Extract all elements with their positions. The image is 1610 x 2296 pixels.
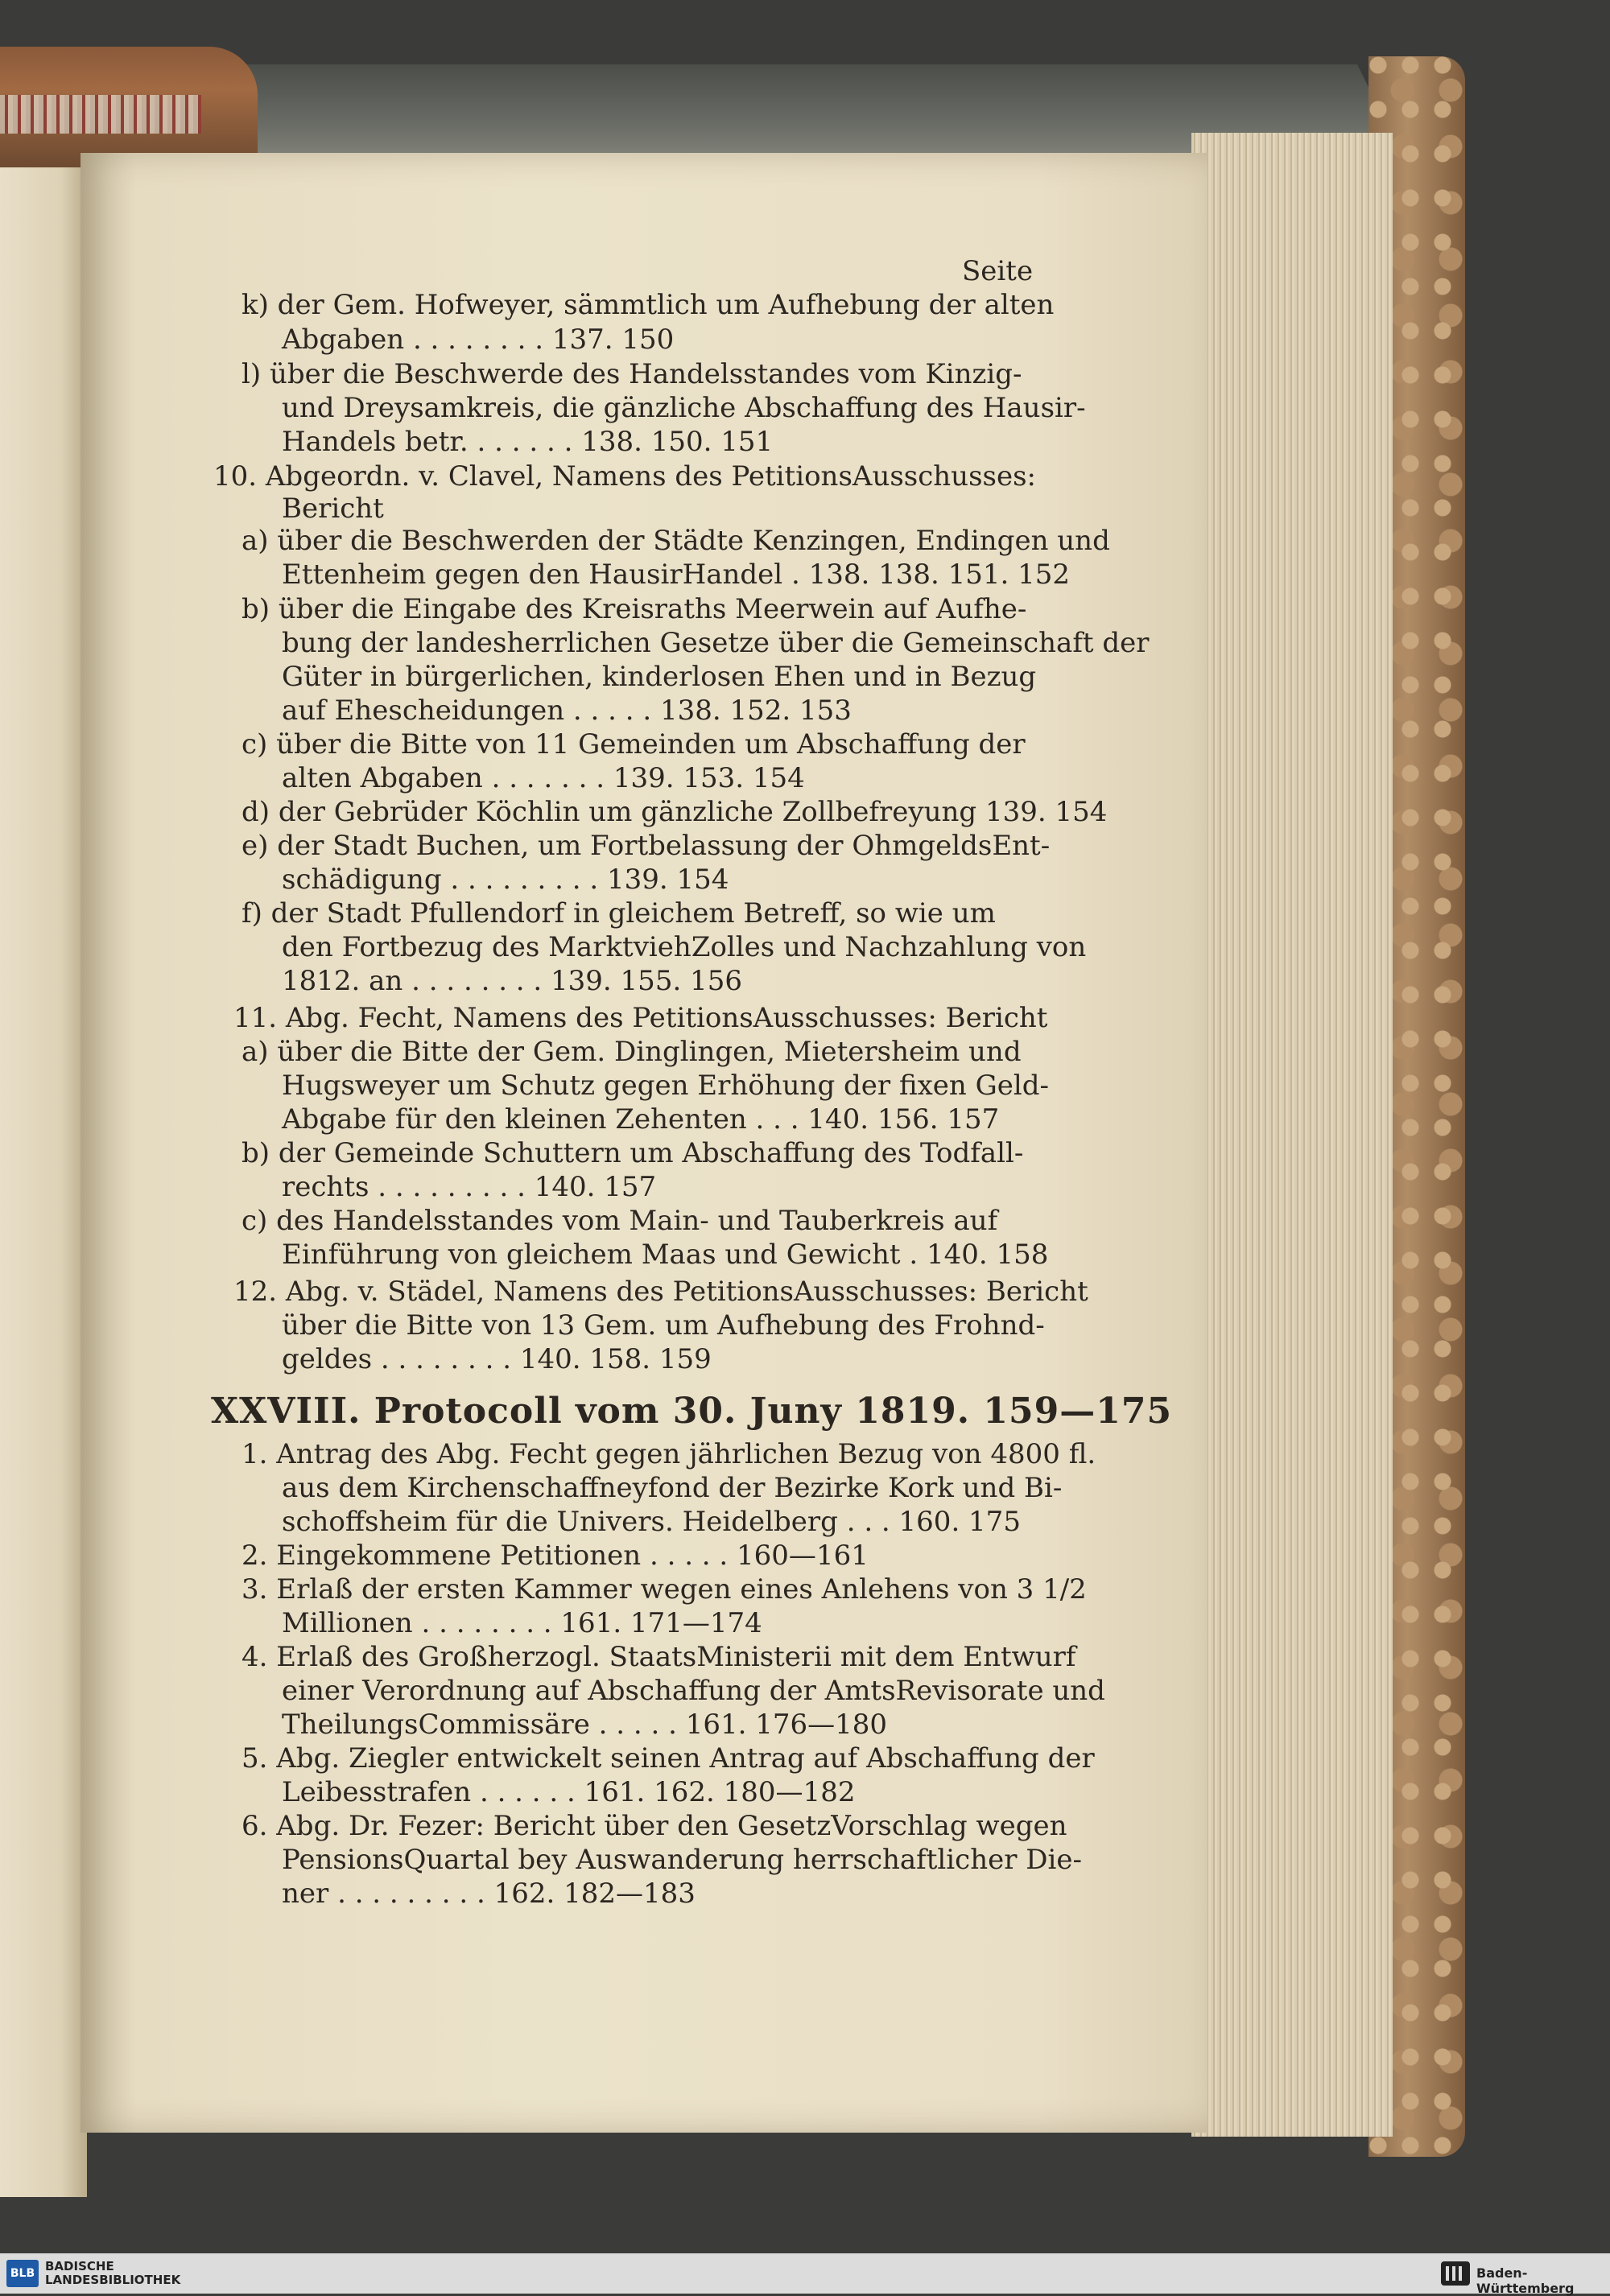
text-line: k) der Gem. Hofweyer, sämmtlich um Aufhebung der alten xyxy=(242,289,1055,321)
text-line: schoffsheim für die Univers. Heidelberg . . . 160. 175 xyxy=(282,1506,1021,1538)
page-header: Seite xyxy=(962,255,1034,287)
text-line: 5. Abg. Ziegler entwickelt seinen Antrag auf Abschaffung der xyxy=(242,1742,1095,1775)
text-line: 1. Antrag des Abg. Fecht gegen jährlichen Bezug von 4800 fl. xyxy=(242,1438,1096,1470)
text-line: TheilungsCommissäre . . . . . 161. 176—180 xyxy=(282,1709,888,1741)
text-line: b) über die Eingabe des Kreisraths Meerwein auf Aufhe- xyxy=(242,593,1027,625)
text-line: einer Verordnung auf Abschaffung der AmtsRevisorate und xyxy=(282,1675,1105,1707)
text-line: 10. Abgeordn. v. Clavel, Namens des PetitionsAusschusses: xyxy=(213,460,1036,493)
text-line: c) über die Bitte von 11 Gemeinden um Abschaffung der xyxy=(242,728,1026,761)
text-line: Einführung von gleichem Maas und Gewicht . 140. 158 xyxy=(282,1239,1049,1271)
text-line: ner . . . . . . . . . 162. 182—183 xyxy=(282,1878,696,1910)
text-line: b) der Gemeinde Schuttern um Abschaffung des Todfall- xyxy=(242,1137,1024,1169)
text-line: Leibesstrafen . . . . . . 161. 162. 180—182 xyxy=(282,1776,856,1808)
text-line: 2. Eingekommene Petitionen . . . . . 160—161 xyxy=(242,1540,869,1572)
blb-name-line2: LANDESBIBLIOTHEK xyxy=(45,2273,181,2287)
text-line: 12. Abg. v. Städel, Namens des PetitionsAusschusses: Bericht xyxy=(233,1276,1088,1308)
text-line: geldes . . . . . . . . 140. 158. 159 xyxy=(282,1343,712,1375)
footer-bar xyxy=(0,2253,1610,2294)
text-line: Millionen . . . . . . . . 161. 171—174 xyxy=(282,1607,762,1639)
text-line: den Fortbezug des MarktviehZolles und Nachzahlung von xyxy=(282,931,1087,963)
text-line: über die Bitte von 13 Gem. um Aufhebung des Frohnd- xyxy=(282,1309,1045,1342)
text-line: bung der landesherrlichen Gesetze über die Gemeinschaft der xyxy=(282,627,1150,659)
text-line: 6. Abg. Dr. Fezer: Bericht über den GesetzVorschlag wegen xyxy=(242,1810,1067,1842)
text-line: 11. Abg. Fecht, Namens des PetitionsAusschusses: Bericht xyxy=(233,1002,1048,1034)
text-line: Hugsweyer um Schutz gegen Erhöhung der fixen Geld- xyxy=(282,1070,1050,1102)
text-line: Ettenheim gegen den HausirHandel . 138. 138. 151. 152 xyxy=(282,559,1070,591)
bw-name: Baden-Württemberg xyxy=(1476,2265,1575,2296)
text-line: c) des Handelsstandes vom Main- und Tauberkreis auf xyxy=(242,1205,998,1237)
text-line: Güter in bürgerlichen, kinderlosen Ehen und in Bezug xyxy=(282,661,1037,693)
text-line: PensionsQuartal bey Auswanderung herrschaftlicher Die- xyxy=(282,1844,1083,1876)
blb-name xyxy=(45,2260,230,2287)
text-line: a) über die Beschwerden der Städte Kenzingen, Endingen und xyxy=(242,525,1110,557)
text-line: Abgaben . . . . . . . . 137. 150 xyxy=(282,324,675,356)
text-line: Abgabe für den kleinen Zehenten . . . 140. 156. 157 xyxy=(282,1103,1000,1136)
text-line: e) der Stadt Buchen, um Fortbelassung der OhmgeldsEnt- xyxy=(242,830,1051,862)
text-line: XXVIII. Protocoll vom 30. Juny 1819. 159—175 xyxy=(211,1391,1173,1432)
text-line: f) der Stadt Pfullendorf in gleichem Betreff, so wie um xyxy=(242,897,996,930)
text-line: rechts . . . . . . . . . 140. 157 xyxy=(282,1171,657,1203)
text-line: l) über die Beschwerde des Handelsstandes vom Kinzig- xyxy=(242,358,1022,390)
text-line: und Dreysamkreis, die gänzliche Abschaffung des Hausir- xyxy=(282,392,1086,424)
text-line: 4. Erlaß des Großherzogl. StaatsMinisterii mit dem Entwurf xyxy=(242,1641,1076,1673)
bw-logo xyxy=(1441,2261,1470,2286)
text-line: schädigung . . . . . . . . . 139. 154 xyxy=(282,864,729,896)
text-line: Handels betr. . . . . . . 138. 150. 151 xyxy=(282,426,774,458)
text-line: aus dem Kirchenschaffneyfond der Bezirke Kork und Bi- xyxy=(282,1472,1063,1504)
blb-name-line1: BADISCHE xyxy=(45,2259,114,2273)
text-line: alten Abgaben . . . . . . . 139. 153. 154 xyxy=(282,762,805,794)
text-line: d) der Gebrüder Köchlin um gänzliche Zollbefreyung 139. 154 xyxy=(242,796,1108,828)
blb-logo: BLB xyxy=(6,2260,39,2287)
text-line: 1812. an . . . . . . . . 139. 155. 156 xyxy=(282,965,742,997)
text-line: 3. Erlaß der ersten Kammer wegen eines Anlehens von 3 1/2 xyxy=(242,1573,1087,1606)
text-line: auf Ehescheidungen . . . . . 138. 152. 153 xyxy=(282,695,852,727)
text-line: Bericht xyxy=(282,493,384,525)
text-line: a) über die Bitte der Gem. Dinglingen, Mietersheim und xyxy=(242,1036,1022,1068)
